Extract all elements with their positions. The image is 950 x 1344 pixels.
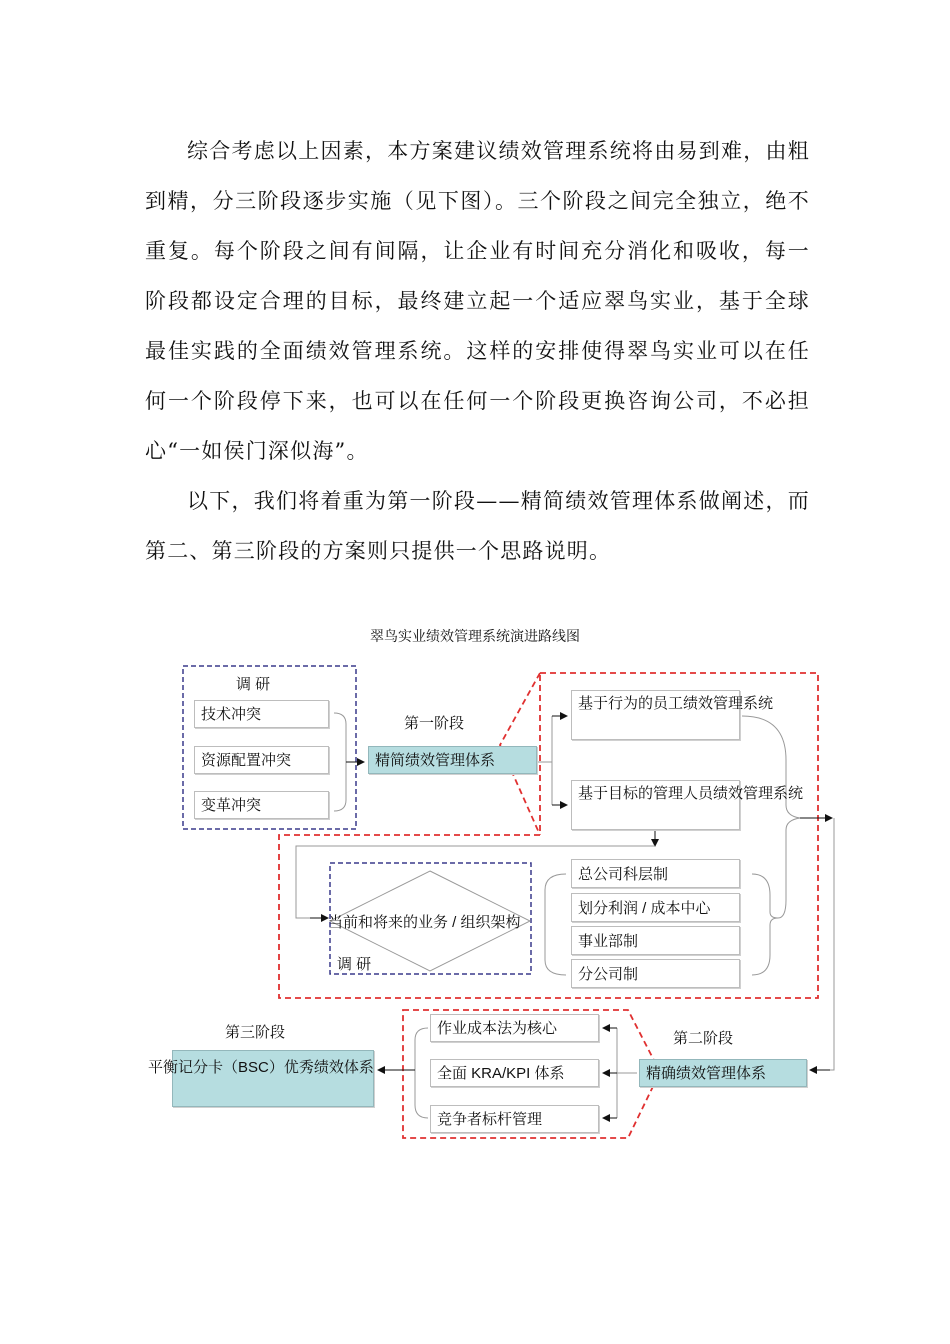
stage1-label: 第一阶段 [404,715,465,732]
stage2-system: 精确绩效管理体系 [639,1059,807,1087]
structure-diamond-label: 当前和将来的业务 / 组织架构 [328,914,521,931]
research-item-change-conflict: 变革冲突 [194,791,329,819]
structure-option-division: 事业部制 [571,926,740,955]
stage2-label: 第二阶段 [673,1030,734,1047]
research-label: 调 研 [236,676,271,693]
stage1-branch-employee: 基于行为的员工绩效管理系统 [571,690,740,740]
paragraph-focus: 以下，我们将着重为第一阶段——精简绩效管理体系做阐述，而第二、第三阶段的方案则只提供一个思路说明。 [145,489,810,563]
structure-option-profit-center: 划分利润 / 成本中心 [571,893,740,922]
stage1-system: 精简绩效管理体系 [368,746,537,774]
stage2-item-abc: 作业成本法为核心 [430,1014,599,1042]
stage3-system: 平衡记分卡（BSC）优秀绩效体系 [148,1059,374,1076]
stage2-item-benchmark: 竞争者标杆管理 [430,1105,599,1133]
stage1-branch-manager: 基于目标的管理人员绩效管理系统 [571,780,740,830]
stage3-label: 第三阶段 [225,1024,286,1041]
paragraph-intro: 综合考虑以上因素，本方案建议绩效管理系统将由易到难，由粗到精，分三阶段逐步实施（见下图）。三个阶段之间完全独立，绝不重复。每个阶段之间有间隔，让企业有时间充分消化和吸收，每一阶段都设定合理的目标，最终建立起一个适应翠鸟实业，基于全球最佳实践的全面绩效管理系统。这样的安排使得翠鸟实业可以在任何一个阶段停下来，也可以在任何一个阶段更换咨询公司，不必担心“一如侯门深似海”。 [145,139,810,463]
diagram-title: 翠鸟实业绩效管理系统演进路线图 [370,628,580,644]
research-item-tech-conflict: 技术冲突 [194,700,329,728]
structure-option-hierarchy: 总公司科层制 [571,859,740,888]
structure-research-label: 调 研 [337,956,372,973]
stage2-item-kpi: 全面 KRA/KPI 体系 [430,1059,599,1087]
structure-option-branch: 分公司制 [571,959,740,988]
research-item-resource-conflict: 资源配置冲突 [194,746,329,774]
